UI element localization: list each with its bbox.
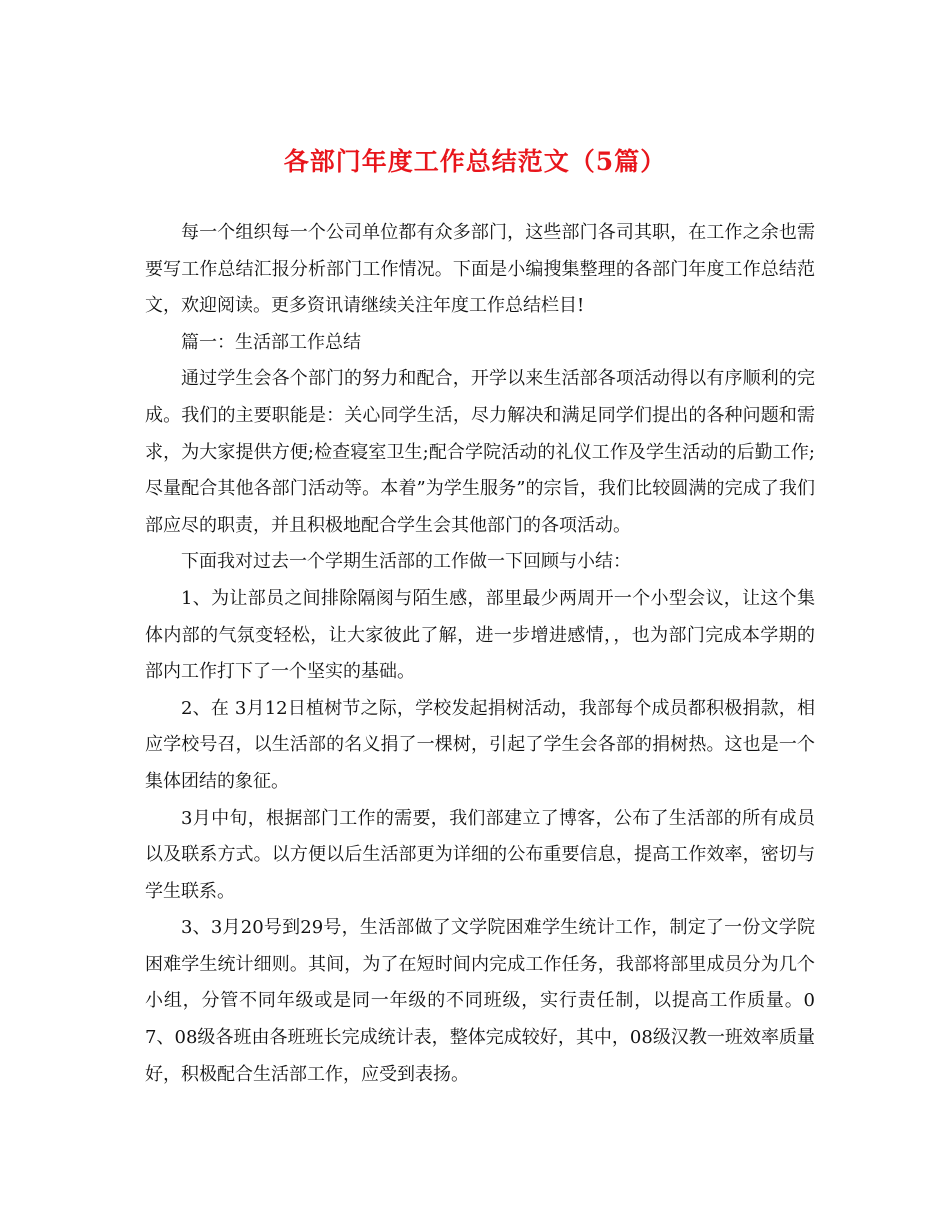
section-heading: 篇一：生活部工作总结 (181, 331, 361, 353)
intro-paragraph: 每一个组织每一个公司单位都有众多部门，这些部门各司其职，在工作之余也需要写工作总结汇报分析部门工作情况。下面是小编搜集整理的各部门年度工作总结范文，欢迎阅读。更多资讯请继续关注年度工作总结栏目! (145, 222, 815, 317)
list-item-paragraph: 3、3月20号到29号，生活部做了文学院困难学生统计工作，制定了一份文学院困难学生统计细则。其间，为了在短时间内完成工作任务，我部将部里成员分为几个小组，分管不同年级或是同一年级的不同班级，实行责任制，以提高工作质量。07、08级各班由各班班长完成统计表，整体完成较好，其中，08级汉教一班效率质量好，积极配合生活部工作，应受到表扬。 (145, 917, 815, 1085)
document-title: 各部门年度工作总结范文（5篇） (283, 147, 667, 176)
body-paragraph: 3月中旬，根据部门工作的需要，我们部建立了博客，公布了生活部的所有成员以及联系方式。以方便以后生活部更为详细的公布重要信息，提高工作效率，密切与学生联系。 (145, 807, 815, 902)
body-paragraph: 通过学生会各个部门的努力和配合，开学以来生活部各项活动得以有序顺利的完成。我们的主要职能是：关心同学生活，尽力解决和满足同学们提出的各种问题和需求，为大家提供方便;检查寝室卫生;配合学院活动的礼仪工作及学生活动的后勤工作;尽量配合其他各部门活动等。本着”为学生服务”的宗旨，我们比较圆满的完成了我们部应尽的职责，并且积极地配合学生会其他部门的各项活动。 (145, 368, 815, 536)
body-paragraph: 下面我对过去一个学期生活部的工作做一下回顾与小结： (181, 551, 631, 573)
list-item-paragraph: 2、在 3月12日植树节之际，学校发起捐树活动，我部每个成员都积极捐款，相应学校号召，以生活部的名义捐了一棵树，引起了学生会各部的捐树热。这也是一个集体团结的象征。 (145, 697, 815, 792)
list-item-paragraph: 1、为让部员之间排除隔阂与陌生感，部里最少两周开一个小型会议，让这个集体内部的气氛变轻松，让大家彼此了解，进一步增进感情，，也为部门完成本学期的部内工作打下了一个坚实的基础。 (145, 587, 815, 683)
document-body (145, 215, 815, 1093)
